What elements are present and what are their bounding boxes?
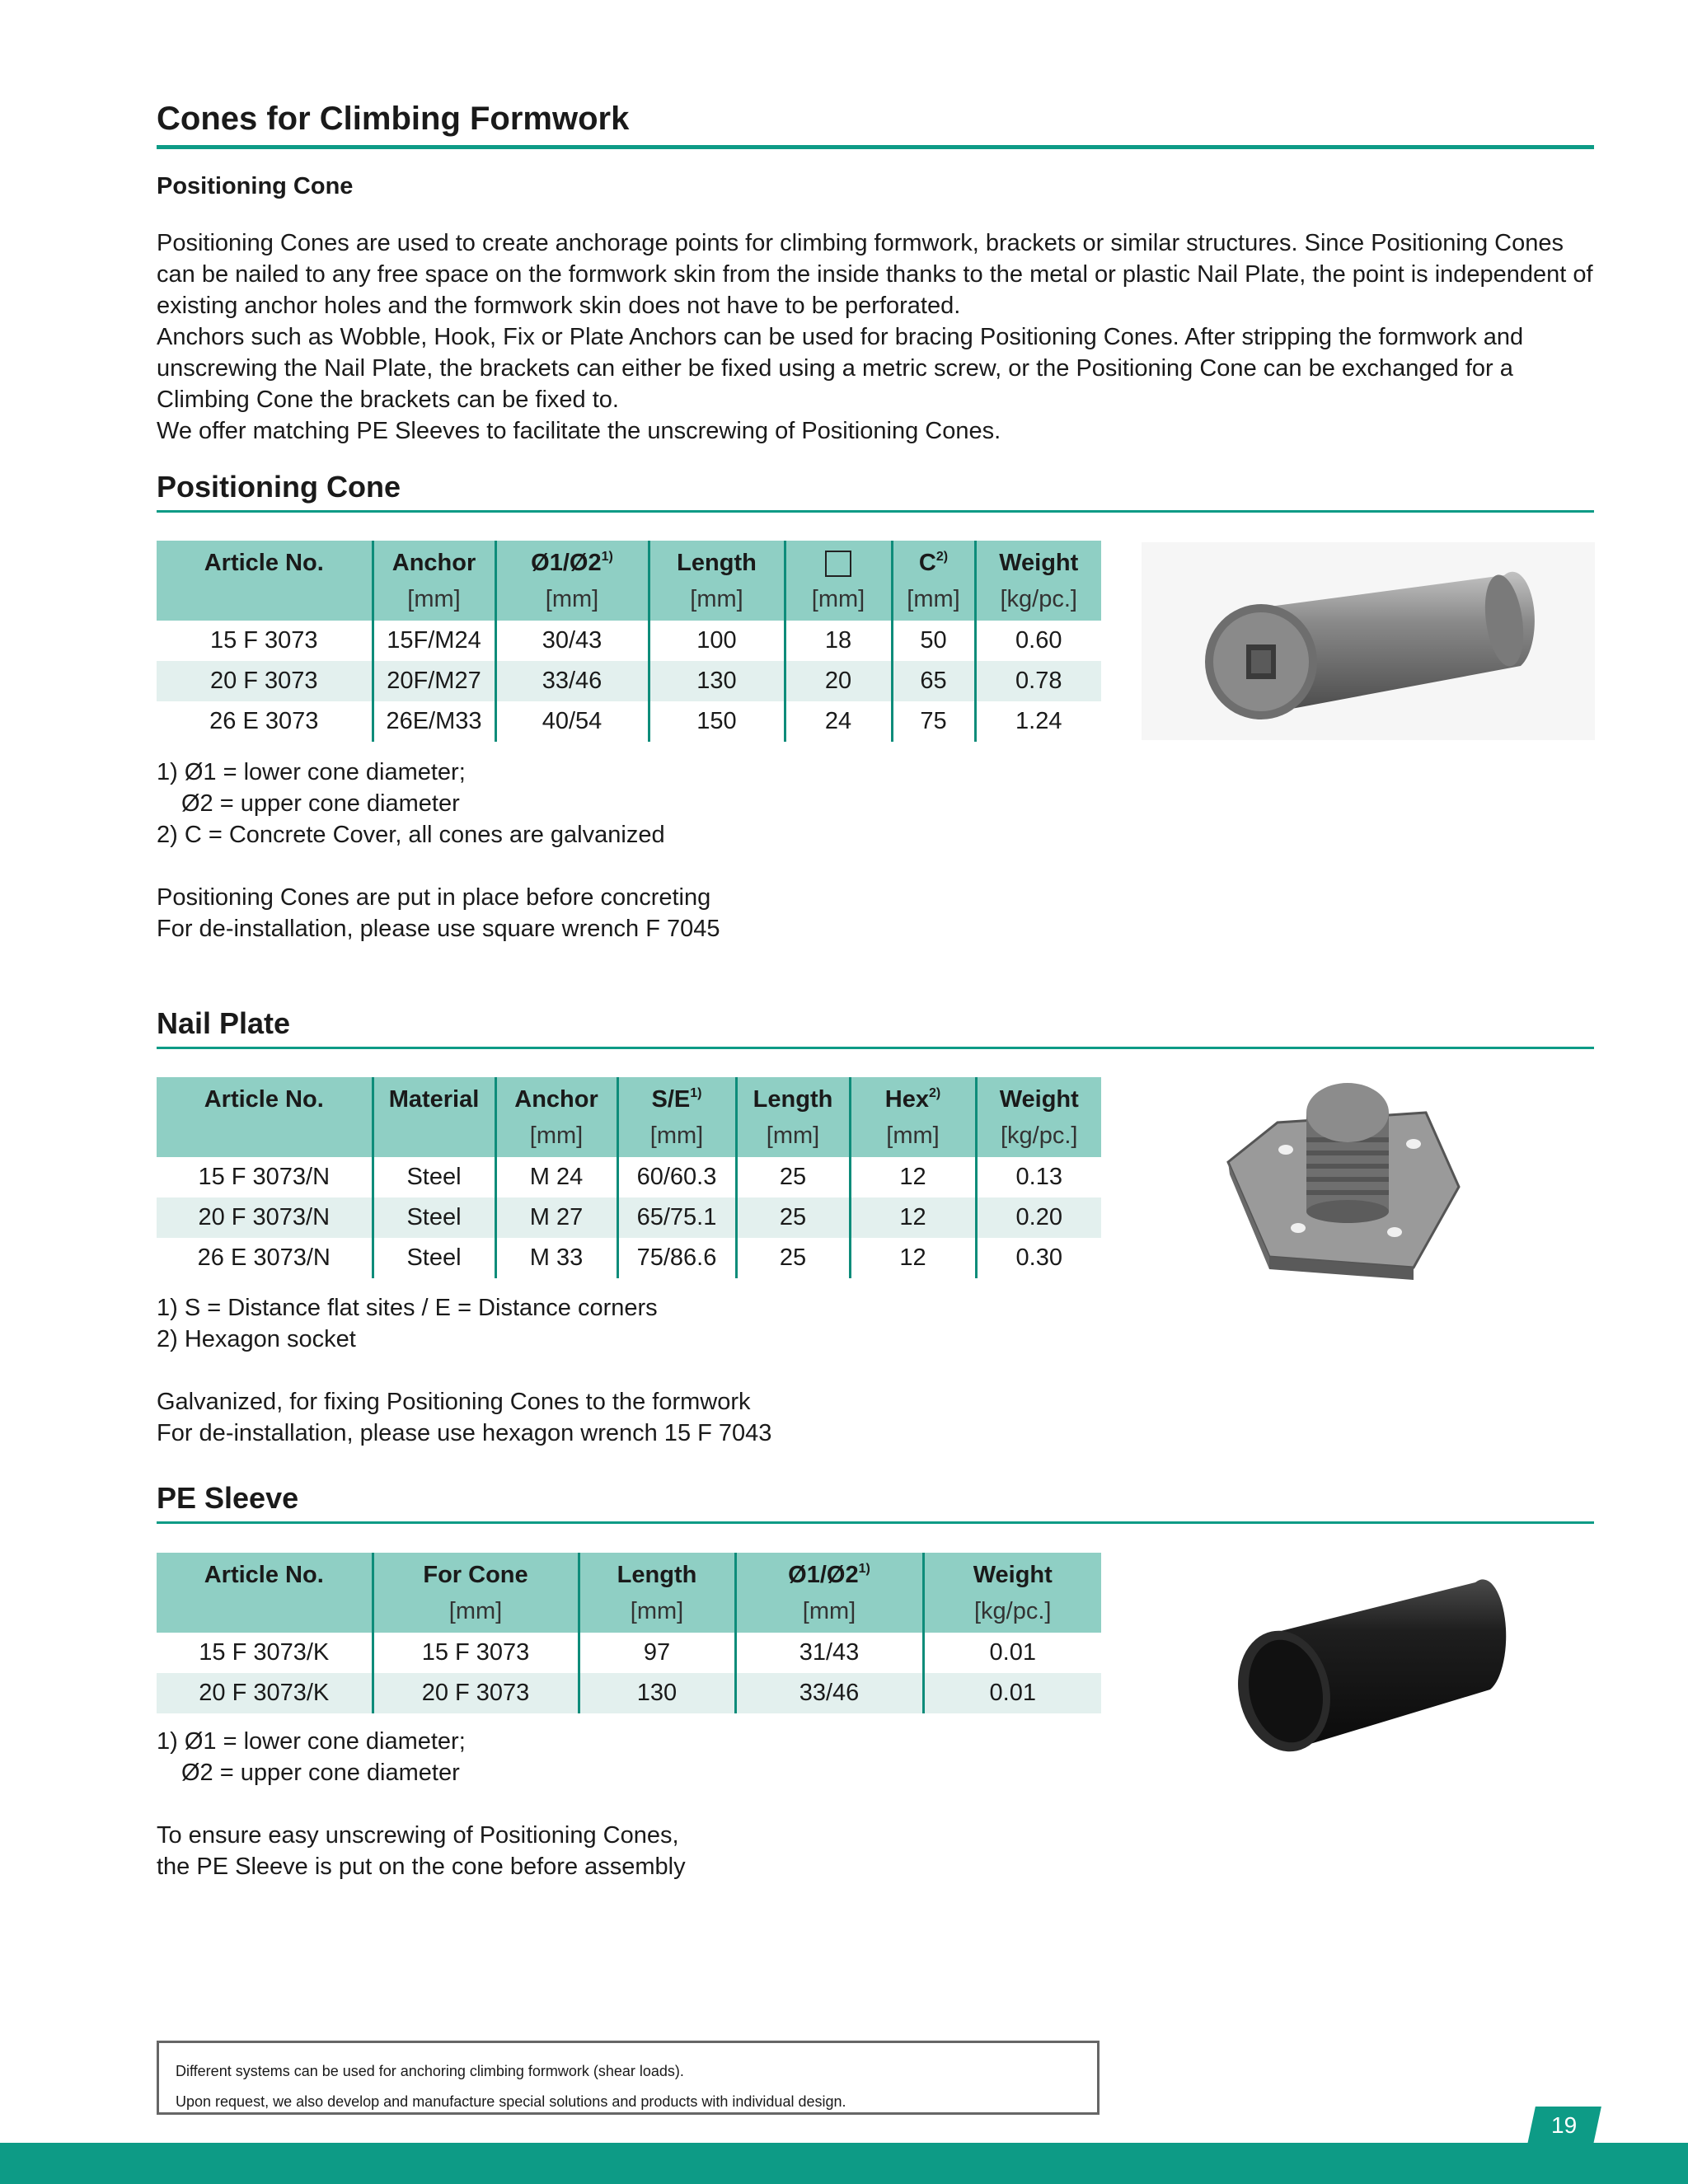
- positioning-cone-image: [1142, 542, 1595, 740]
- section-rule: [157, 510, 1594, 513]
- table-cell: 15F/M24: [373, 621, 495, 661]
- table-cell: 26 E 3073/N: [197, 1244, 331, 1271]
- bottom-bar: [0, 2143, 1688, 2184]
- section-heading-pe-sleeve: PE Sleeve: [157, 1481, 299, 1515]
- table-cell: 15 F 3073: [209, 627, 318, 654]
- table-cell: 0.20: [976, 1197, 1101, 1238]
- table-cell: 12: [850, 1157, 976, 1197]
- footnote: 2) C = Concrete Cover, all cones are galvanized: [157, 822, 665, 848]
- nail-plate-table: [157, 1077, 1101, 1278]
- pe-sleeve-footnotes: [157, 1726, 686, 1882]
- footnote: 1) Ø1 = lower cone diameter;: [157, 759, 466, 785]
- table-cell: 25: [736, 1238, 850, 1278]
- section-heading-positioning-cone: Positioning Cone: [157, 470, 401, 504]
- intro-text: [157, 227, 1599, 447]
- unit-cell: [mm]: [617, 1122, 736, 1157]
- title-rule: [157, 145, 1594, 149]
- table-row: [157, 621, 1101, 661]
- table-cell: M 24: [495, 1157, 617, 1197]
- section-heading-nail-plate: Nail Plate: [157, 1006, 291, 1040]
- unit-cell: [mm]: [373, 586, 495, 621]
- table-header: Article No.: [204, 1086, 324, 1113]
- footnote: 1) Ø1 = lower cone diameter;: [157, 1728, 466, 1755]
- table-cell: 25: [736, 1197, 850, 1238]
- unit-cell: [mm]: [649, 586, 785, 621]
- table-cell: 15 F 3073/N: [198, 1164, 331, 1190]
- unit-cell: [kg/pc.]: [923, 1598, 1101, 1633]
- footer-line: Upon request, we also develop and manufacture special solutions and products with individual design.: [176, 2093, 846, 2110]
- table-cell: 0.13: [976, 1157, 1101, 1197]
- table-cell: 0.30: [976, 1238, 1101, 1278]
- table-header: Length: [736, 1077, 850, 1122]
- table-header: $S/E^{1)}$: [617, 1077, 736, 1122]
- table-header: Article No.: [204, 550, 324, 576]
- table-cell: 33/46: [495, 661, 649, 701]
- section-rule: [157, 1521, 1594, 1524]
- note: To ensure easy unscrewing of Positioning Cones,: [157, 1822, 679, 1849]
- table-header: Ø1/Ø2$^{1)}$: [735, 1553, 923, 1598]
- table-cell: 31/43: [735, 1633, 923, 1673]
- unit-cell: [373, 1122, 495, 1157]
- note: Galvanized, for fixing Positioning Cones to the formwork: [157, 1389, 751, 1415]
- table-cell: 30/43: [495, 621, 649, 661]
- table-cell: 33/46: [735, 1673, 923, 1713]
- table-header: Anchor: [495, 1077, 617, 1122]
- note: For de-installation, please use hexagon wrench 15 F 7043: [157, 1420, 772, 1446]
- table-row: [157, 1238, 1101, 1278]
- unit-cell: [mm]: [495, 586, 649, 621]
- intro-paragraph: Positioning Cones are used to create anchorage points for climbing formwork, brackets or similar structures. Since Positioning Cones can be nailed to any free space on the formwork skin from the inside thanks to the metal or plastic Nail Plate, the point is independent of existing anchor holes and the formwork skin does not have to be perforated.: [157, 230, 1593, 319]
- unit-cell: [mm]: [735, 1598, 923, 1633]
- table-header: Weight: [923, 1553, 1101, 1598]
- table-header: Weight: [975, 541, 1101, 586]
- table-cell: Steel: [373, 1238, 495, 1278]
- table-cell: 15 F 3073: [373, 1633, 579, 1673]
- pe-sleeve-image: [1228, 1566, 1517, 1764]
- table-cell: 12: [850, 1197, 976, 1238]
- table-cell: 24: [785, 701, 892, 742]
- footnote: 1) S = Distance flat sites / E = Distance corners: [157, 1295, 658, 1321]
- footnote: Ø2 = upper cone diameter: [181, 1760, 460, 1786]
- footer-line: Different systems can be used for anchoring climbing formwork (shear loads).: [176, 2063, 684, 2079]
- table-cell: 130: [579, 1673, 735, 1713]
- section-rule: [157, 1047, 1594, 1049]
- unit-cell: [mm]: [892, 586, 975, 621]
- footer-info-box: [157, 2041, 1100, 2115]
- pe-sleeve-table: [157, 1553, 1101, 1713]
- table-cell: Steel: [373, 1197, 495, 1238]
- table-cell: 20 F 3073: [373, 1673, 579, 1713]
- table-cell: 40/54: [495, 701, 649, 742]
- table-header: Length: [579, 1553, 735, 1598]
- page-number-tab: [1527, 2107, 1601, 2144]
- subtitle: Positioning Cone: [157, 173, 354, 199]
- table-row: [157, 1197, 1101, 1238]
- page-title: Cones for Climbing Formwork: [157, 101, 630, 137]
- table-cell: 0.01: [923, 1673, 1101, 1713]
- table-cell: 26 E 3073: [209, 708, 319, 734]
- table-cell: 18: [785, 621, 892, 661]
- unit-cell: [mm]: [579, 1598, 735, 1633]
- table-cell: 65/75.1: [617, 1197, 736, 1238]
- note: the PE Sleeve is put on the cone before assembly: [157, 1854, 686, 1880]
- unit-cell: [mm]: [736, 1122, 850, 1157]
- table-cell: 75/86.6: [617, 1238, 736, 1278]
- table-cell: 0.78: [975, 661, 1101, 701]
- table-cell: M 27: [495, 1197, 617, 1238]
- table-row: [157, 1633, 1101, 1673]
- table-cell: 20 F 3073/K: [199, 1680, 330, 1706]
- note: Positioning Cones are put in place before concreting: [157, 884, 711, 911]
- table-row: [157, 701, 1101, 742]
- positioning-cone-footnotes: [157, 757, 720, 944]
- table-header: Hex$^{2)}$: [850, 1077, 976, 1122]
- table-cell: 60/60.3: [617, 1157, 736, 1197]
- table-cell: 97: [579, 1633, 735, 1673]
- table-cell: 26E/M33: [373, 701, 495, 742]
- table-cell: 20 F 3073: [209, 668, 318, 694]
- table-header: Material: [373, 1077, 495, 1122]
- positioning-cone-table: [157, 541, 1101, 742]
- table-cell: 0.60: [975, 621, 1101, 661]
- square-icon: [785, 541, 892, 586]
- unit-cell: [157, 1598, 373, 1633]
- table-row: [157, 1673, 1101, 1713]
- footnote: Ø2 = upper cone diameter: [181, 790, 460, 817]
- table-cell: 0.01: [923, 1633, 1101, 1673]
- table-cell: 50: [892, 621, 975, 661]
- table-cell: 65: [892, 661, 975, 701]
- table-cell: 100: [649, 621, 785, 661]
- unit-cell: [kg/pc.]: [976, 1122, 1101, 1157]
- table-cell: 75: [892, 701, 975, 742]
- table-cell: 20F/M27: [373, 661, 495, 701]
- unit-cell: [mm]: [785, 586, 892, 621]
- table-cell: 15 F 3073/K: [199, 1639, 330, 1666]
- footnote: 2) Hexagon socket: [157, 1326, 356, 1352]
- table-header: Length: [649, 541, 785, 586]
- table-row: [157, 1157, 1101, 1197]
- table-header: For Cone: [373, 1553, 579, 1598]
- unit-cell: [157, 1122, 373, 1157]
- table-cell: 130: [649, 661, 785, 701]
- unit-cell: [kg/pc.]: [975, 586, 1101, 621]
- table-header: Weight: [976, 1077, 1101, 1122]
- unit-cell: [mm]: [495, 1122, 617, 1157]
- table-cell: 1.24: [975, 701, 1101, 742]
- intro-paragraph: Anchors such as Wobble, Hook, Fix or Plate Anchors can be used for bracing Positioning Cones. After stripping the formwork and unscrewing the Nail Plate, the brackets can either be fixed using a metric screw, or the Positioning Cone can be exchanged for a Climbing Cone the brackets can be fixed to.: [157, 324, 1524, 413]
- table-header: Article No.: [204, 1562, 324, 1588]
- table-row: [157, 661, 1101, 701]
- table-cell: 150: [649, 701, 785, 742]
- table-cell: 20: [785, 661, 892, 701]
- intro-paragraph: We offer matching PE Sleeves to facilitate the unscrewing of Positioning Cones.: [157, 418, 1001, 444]
- table-header: Anchor: [373, 541, 495, 586]
- table-cell: Steel: [373, 1157, 495, 1197]
- table-cell: 25: [736, 1157, 850, 1197]
- table-header: Ø1/Ø2$^{1)}$: [495, 541, 649, 586]
- table-cell: M 33: [495, 1238, 617, 1278]
- page-number: 19: [1551, 2112, 1578, 2138]
- table-header: $C^{2)}$: [892, 541, 975, 586]
- nail-plate-footnotes: [157, 1292, 771, 1449]
- table-cell: 12: [850, 1238, 976, 1278]
- table-cell: 20 F 3073/N: [198, 1204, 331, 1230]
- unit-cell: [157, 586, 373, 621]
- nail-plate-image: [1212, 1071, 1525, 1286]
- unit-cell: [mm]: [850, 1122, 976, 1157]
- unit-cell: [mm]: [373, 1598, 579, 1633]
- note: For de-installation, please use square wrench F 7045: [157, 916, 720, 942]
